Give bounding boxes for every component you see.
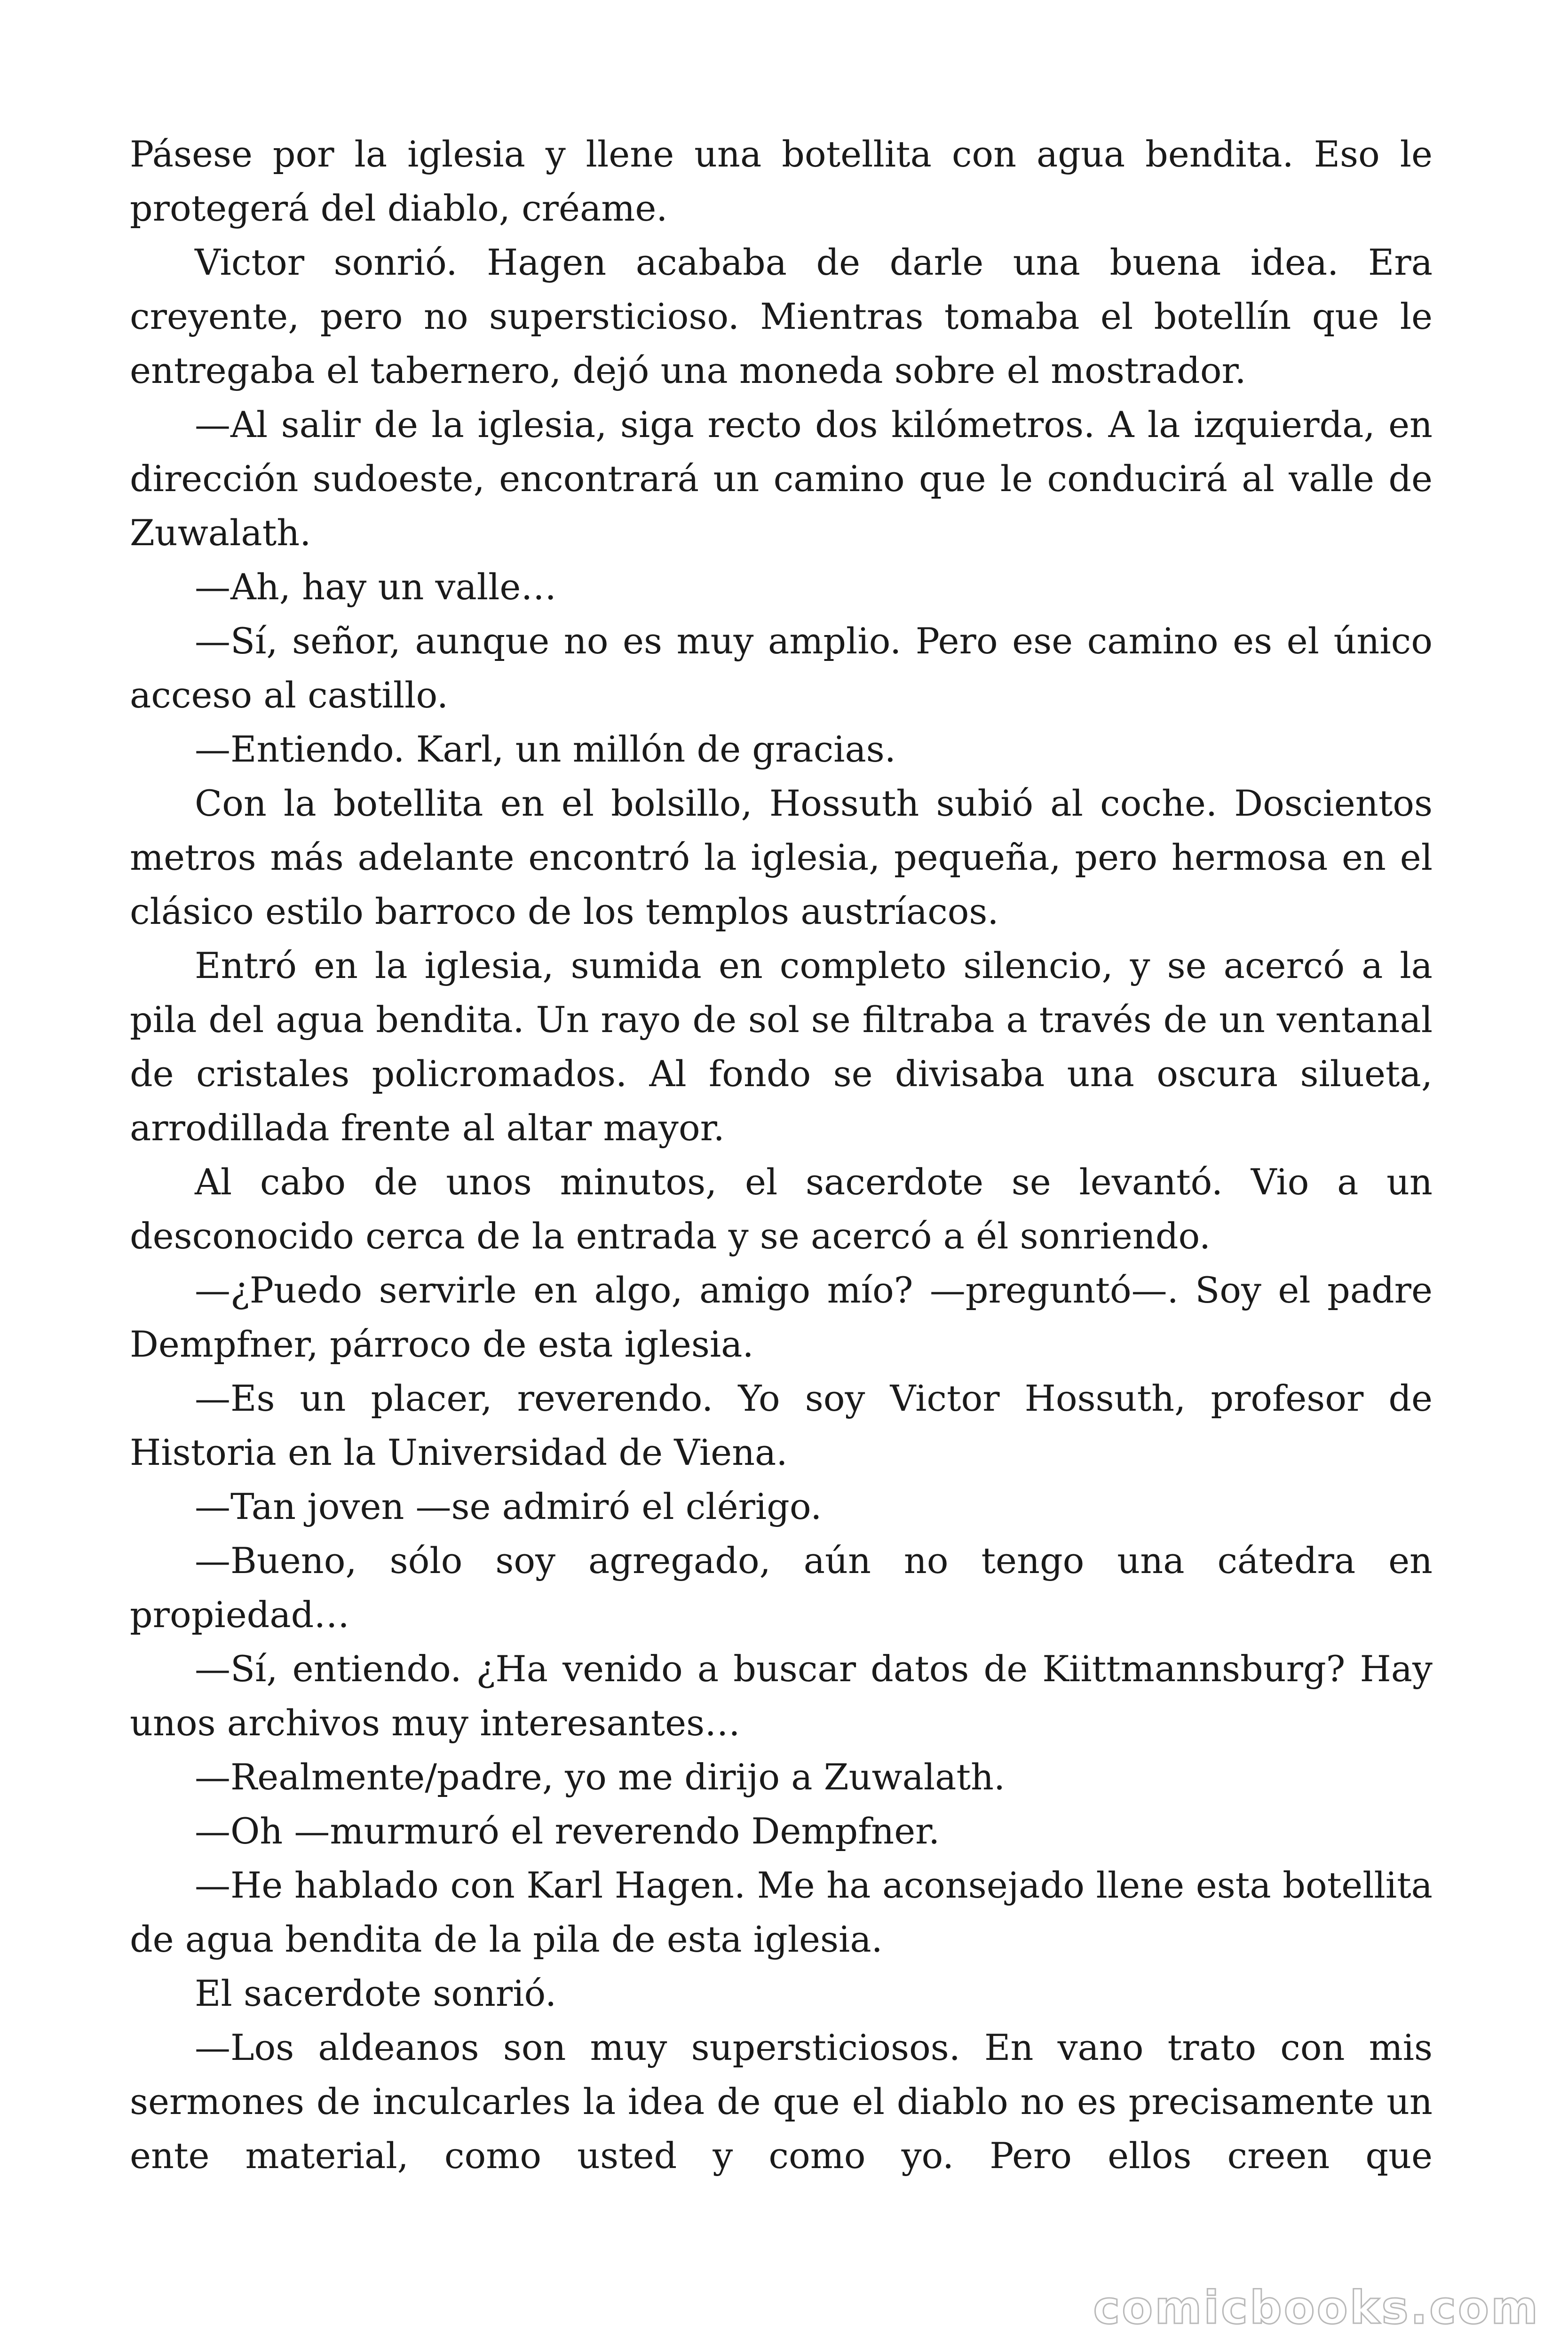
paragraph: —¿Puedo servirle en algo, amigo mío? —preguntó—. Soy el padre Dempfner, párroco de esta iglesia. bbox=[130, 1269, 1433, 1365]
paragraph: —Sí, señor, aunque no es muy amplio. Pero ese camino es el único acceso al castillo. bbox=[130, 620, 1433, 716]
paragraph: Victor sonrió. Hagen acababa de darle una buena idea. Era creyente, pero no supersticioso. Mientras tomaba el botellín que le entregaba el tabernero, dejó una moneda sobre el mostrador. bbox=[130, 241, 1433, 391]
watermark: comicbooks.com bbox=[1093, 2281, 1540, 2334]
paragraph: —Realmente/padre, yo me dirijo a Zuwalath. bbox=[195, 1756, 1006, 1798]
paragraph: —Entiendo. Karl, un millón de gracias. bbox=[195, 728, 896, 770]
paragraph: —Bueno, sólo soy agregado, aún no tengo una cátedra en propiedad… bbox=[130, 1540, 1433, 1636]
paragraph: —Oh —murmuró el reverendo Dempfner. bbox=[195, 1810, 940, 1852]
page-text bbox=[130, 127, 1433, 2183]
paragraph: —Los aldeanos son muy supersticiosos. En vano trato con mis sermones de inculcarles la idea de que el diablo no es precisamente un ente material, como usted y como yo. Pero ellos creen que bbox=[130, 2026, 1433, 2177]
paragraph: El sacerdote sonrió. bbox=[195, 1972, 557, 2014]
paragraph: —Es un placer, reverendo. Yo soy Victor Hossuth, profesor de Historia en la Universidad de Viena. bbox=[130, 1377, 1433, 1473]
paragraph: —He hablado con Karl Hagen. Me ha aconsejado llene esta botellita de agua bendita de la pila de esta iglesia. bbox=[130, 1864, 1433, 1960]
paragraph: —Ah, hay un valle… bbox=[195, 566, 557, 608]
paragraph: —Al salir de la iglesia, siga recto dos kilómetros. A la izquierda, en dirección sudoeste, encontrará un camino que le conducirá al valle de Zuwalath. bbox=[130, 404, 1433, 554]
paragraph: —Sí, entiendo. ¿Ha venido a buscar datos de Kiittmannsburg? Hay unos archivos muy interesantes… bbox=[130, 1648, 1433, 1744]
paragraph: Al cabo de unos minutos, el sacerdote se levantó. Vio a un desconocido cerca de la entrada y se acercó a él sonriendo. bbox=[130, 1161, 1433, 1257]
paragraph: Pásese por la iglesia y llene una botellita con agua bendita. Eso le protegerá del diablo, créame. bbox=[130, 133, 1433, 229]
paragraph: Entró en la iglesia, sumida en completo silencio, y se acercó a la pila del agua bendita. Un rayo de sol se filtraba a través de un ventanal de cristales policromados. Al fondo se divisaba una oscura silueta, arrodillada frente al altar mayor. bbox=[130, 945, 1433, 1149]
paragraph: —Tan joven —se admiró el clérigo. bbox=[195, 1486, 822, 1527]
paragraph: Con la botellita en el bolsillo, Hossuth subió al coche. Doscientos metros más adelante encontró la iglesia, pequeña, pero hermosa en el clásico estilo barroco de los templos austríacos. bbox=[130, 782, 1433, 932]
